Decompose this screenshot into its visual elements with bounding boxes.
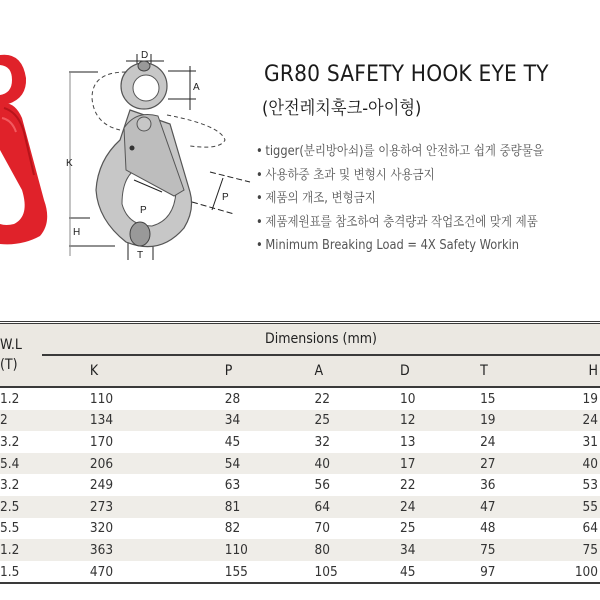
cell-p: 110 xyxy=(224,541,248,558)
cell-wl: 1.5 xyxy=(0,563,20,580)
label-h: H xyxy=(73,227,81,238)
bullet-icon: • xyxy=(256,214,263,230)
cell-a: 22 xyxy=(315,387,400,410)
cell-p: 81 xyxy=(224,498,241,515)
product-subtitle: (안전레치훅크-아이형) xyxy=(262,98,422,119)
table-row xyxy=(0,387,600,410)
bullet-icon: • xyxy=(256,191,263,206)
cell-a: 70 xyxy=(314,520,330,537)
header-k: K xyxy=(89,363,99,379)
cell-t: 27 xyxy=(480,455,496,472)
cell-k: 249 xyxy=(89,477,114,494)
cell-h: 24 xyxy=(582,412,598,429)
feature-item: • 제품제원표를 참조하여 충격량과 작업조건에 맞게 제품 xyxy=(256,214,538,230)
cell-k: 110 xyxy=(42,387,180,410)
cell-p: 45 xyxy=(224,433,241,450)
cell-t: 15 xyxy=(480,387,560,410)
cell-h: 31 xyxy=(582,433,598,450)
cell-d: 17 xyxy=(399,455,416,472)
cell-d: 22 xyxy=(399,477,416,494)
table-row xyxy=(0,410,600,432)
cell-k: 273 xyxy=(89,498,114,515)
cell-wl: 1.2 xyxy=(0,541,20,558)
feature-item: • 제품의 개조, 변형금지 xyxy=(256,191,376,206)
bullet-icon: • xyxy=(256,167,263,183)
cell-t: 75 xyxy=(480,541,496,558)
cell-t: 97 xyxy=(480,563,496,580)
cell-a: 105 xyxy=(314,563,338,580)
cell-d: 34 xyxy=(399,541,416,558)
header-dimensions: Dimensions (mm) xyxy=(42,323,600,356)
header-wl: W.L (T) xyxy=(0,337,22,373)
red-hook-photo xyxy=(0,0,60,300)
cell-p: 54 xyxy=(224,455,241,472)
feature-list xyxy=(256,140,583,258)
cell-k: 320 xyxy=(89,520,114,537)
cell-d: 25 xyxy=(399,520,416,537)
bullet-icon: • xyxy=(256,144,263,159)
cell-d: 10 xyxy=(400,387,480,410)
cell-wl: 5.4 xyxy=(0,455,20,472)
cell-a: 25 xyxy=(314,412,330,429)
header-h: H xyxy=(588,363,598,379)
cell-t: 24 xyxy=(480,433,496,450)
cell-a: 32 xyxy=(314,433,330,450)
table-row xyxy=(0,431,600,453)
table-row xyxy=(0,539,600,561)
cell-t: 36 xyxy=(480,477,496,494)
cell-a: 56 xyxy=(314,477,330,494)
label-p: P xyxy=(140,205,147,216)
cell-p: 63 xyxy=(224,477,241,494)
cell-p: 82 xyxy=(224,520,241,537)
label-d: D xyxy=(141,50,149,61)
cell-h: 75 xyxy=(582,541,598,558)
specification-table xyxy=(0,321,600,584)
cell-k: 470 xyxy=(89,563,114,580)
product-title: GR80 SAFETY HOOK EYE TY xyxy=(264,62,549,87)
cell-h: 100 xyxy=(574,563,598,580)
cell-h: 19 xyxy=(560,387,600,410)
table-row xyxy=(0,561,600,584)
cell-k: 170 xyxy=(89,433,114,450)
header-t: T xyxy=(480,363,488,379)
cell-p: 155 xyxy=(224,563,248,580)
feature-item: • tigger(분리방아쇠)를 이용하여 안전하고 쉽게 중량물을 xyxy=(256,144,544,159)
label-p2: P xyxy=(222,192,229,203)
cell-d: 24 xyxy=(399,498,416,515)
cell-wl: 3.2 xyxy=(0,477,20,494)
feature-item: • Minimum Breaking Load = 4X Safety Workin xyxy=(256,238,520,253)
cell-a: 40 xyxy=(314,455,330,472)
cell-h: 40 xyxy=(582,455,598,472)
table-body xyxy=(0,387,600,583)
cell-k: 134 xyxy=(89,412,114,429)
cell-wl: 5.5 xyxy=(0,520,20,537)
label-k: K xyxy=(66,158,73,169)
table-row xyxy=(0,496,600,518)
cell-t: 19 xyxy=(480,412,496,429)
cell-wl: 2.5 xyxy=(0,498,20,515)
cell-a: 64 xyxy=(314,498,330,515)
cell-p: 34 xyxy=(224,412,241,429)
cell-k: 363 xyxy=(89,541,114,558)
cell-d: 45 xyxy=(399,563,416,580)
cell-wl: 2 xyxy=(0,412,8,429)
label-a: A xyxy=(193,82,200,93)
cell-d: 12 xyxy=(399,412,416,429)
cell-k: 206 xyxy=(89,455,114,472)
cell-a: 80 xyxy=(314,541,330,558)
label-t: T xyxy=(137,250,144,260)
cell-wl: 1.2 xyxy=(0,387,42,410)
header-d: D xyxy=(399,363,410,379)
cell-t: 47 xyxy=(480,498,496,515)
cell-d: 13 xyxy=(399,433,416,450)
bullet-icon: • xyxy=(256,238,263,253)
cell-p: 28 xyxy=(180,387,315,410)
cell-h: 64 xyxy=(582,520,598,537)
table-row xyxy=(0,474,600,496)
table-row xyxy=(0,453,600,475)
feature-item: • 사용하중 초과 및 변형시 사용금지 xyxy=(256,167,435,183)
cell-t: 48 xyxy=(480,520,496,537)
header-p: P xyxy=(224,363,233,379)
header-a: A xyxy=(314,363,324,379)
cell-h: 53 xyxy=(582,477,598,494)
hook-dimension-diagram xyxy=(60,20,270,260)
cell-h: 55 xyxy=(582,498,598,515)
table-row xyxy=(0,518,600,540)
cell-wl: 3.2 xyxy=(0,433,20,450)
